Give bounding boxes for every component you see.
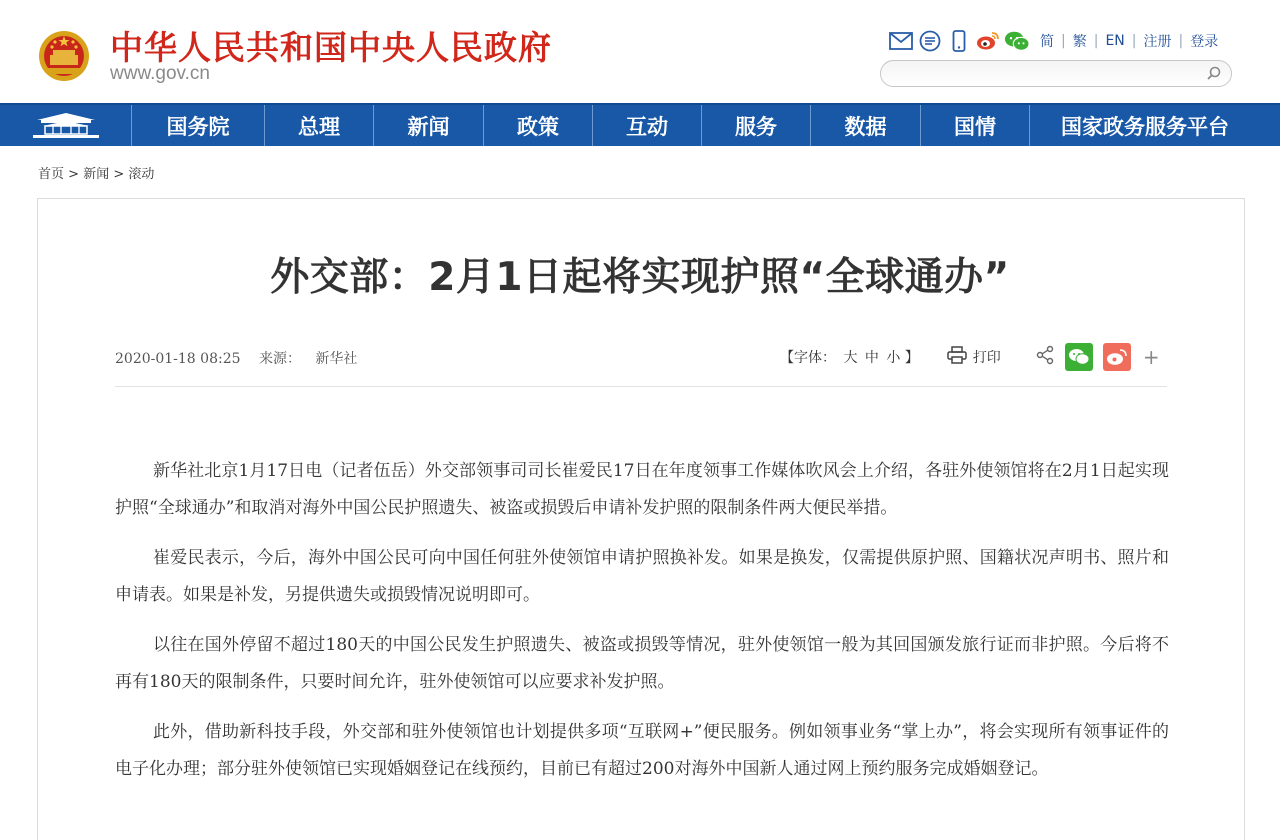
- national-emblem-logo[interactable]: [38, 28, 90, 84]
- site-url[interactable]: www.gov.cn: [110, 63, 210, 84]
- nav-item-service-platform[interactable]: 国家政务服务平台: [1061, 114, 1229, 139]
- article-paragraph: 崔爱民表示，今后，海外中国公民可向中国任何驻外使领馆申请护照换补发。如果是换发，仅需提供原护照、国籍状况声明书、照片和申请表。如果是补发，另提供遗失或损毁情况说明即可。: [115, 548, 1169, 605]
- font-size-label: 【字体：: [780, 350, 836, 366]
- article-title: 外交部：2月1日起将实现护照“全球通办”: [270, 255, 1010, 300]
- article-body: [115, 453, 1169, 801]
- nav-item-services[interactable]: 服务: [702, 105, 811, 146]
- share-wechat-button[interactable]: [1065, 343, 1093, 371]
- site-title[interactable]: 中华人民共和国中央人民政府: [110, 28, 552, 67]
- top-toolbar: [888, 28, 1225, 54]
- breadcrumb: [38, 163, 154, 182]
- article-paragraph: 以往在国外停留不超过180天的中国公民发生护照遗失、被盗或损毁等情况，驻外使领馆一般为其回国颁发旅行证而非护照。今后将不再有180天的限制条件，只要时间允许，驻外使领馆可以应要求补发护照。: [115, 635, 1169, 692]
- printer-icon: [947, 346, 967, 368]
- font-size-control: [780, 347, 919, 367]
- article-meta: [115, 348, 357, 368]
- article-tools: [780, 343, 1160, 371]
- breadcrumb-separator: >: [68, 167, 80, 182]
- more-share-button[interactable]: +: [1142, 345, 1160, 369]
- weibo-icon[interactable]: [975, 29, 1001, 53]
- breadcrumb-rolling[interactable]: 滚动: [128, 167, 155, 182]
- nav-item-national-info[interactable]: 国情: [921, 105, 1030, 146]
- separator: |: [1093, 33, 1099, 49]
- share-group: [1035, 343, 1160, 371]
- mobile-icon[interactable]: [946, 29, 972, 53]
- share-icon[interactable]: [1035, 345, 1055, 369]
- nav-item-state-council[interactable]: 国务院: [132, 105, 265, 146]
- source-label: 来源：: [258, 351, 301, 367]
- font-size-close: 】: [904, 350, 919, 366]
- message-icon[interactable]: [917, 29, 943, 53]
- main-nav: [0, 103, 1280, 146]
- breadcrumb-news[interactable]: 新闻: [83, 167, 110, 182]
- source-name: 新华社: [315, 351, 358, 367]
- wechat-icon[interactable]: [1004, 29, 1030, 53]
- nav-item-policy[interactable]: 政策: [484, 105, 593, 146]
- link-register[interactable]: 注册: [1143, 34, 1172, 50]
- link-english[interactable]: EN: [1105, 33, 1125, 49]
- mail-icon[interactable]: [888, 29, 914, 53]
- separator: |: [1131, 33, 1137, 49]
- article-paragraph: 新华社北京1月17日电（记者伍岳）外交部领事司司长崔爱民17日在年度领事工作媒体吹风会上介绍，各驻外使领馆将在2月1日起实现护照“全球通办”和取消对海外中国公民护照遗失、被盗或损毁后申请补发护照的限制条件两大便民举措。: [115, 461, 1169, 518]
- share-weibo-button[interactable]: [1103, 343, 1131, 371]
- font-size-medium[interactable]: 中: [864, 350, 879, 366]
- font-size-small[interactable]: 小: [886, 350, 901, 366]
- print-label: 打印: [972, 350, 1001, 366]
- search-input[interactable]: [895, 64, 1195, 84]
- nav-home-icon[interactable]: [0, 105, 132, 146]
- nav-item-news[interactable]: 新闻: [374, 105, 484, 146]
- separator: |: [1178, 33, 1184, 49]
- breadcrumb-home[interactable]: 首页: [38, 167, 65, 182]
- site-header: [0, 0, 1280, 103]
- search-icon[interactable]: [1205, 65, 1223, 83]
- link-simplified[interactable]: 简: [1040, 34, 1054, 50]
- meta-divider: [115, 386, 1167, 387]
- print-button[interactable]: [947, 346, 1001, 368]
- font-size-large[interactable]: 大: [843, 350, 858, 366]
- link-login[interactable]: 登录: [1190, 34, 1219, 50]
- link-traditional[interactable]: 繁: [1072, 34, 1087, 50]
- article-paragraph: 此外，借助新科技手段，外交部和驻外使领馆也计划提供多项“互联网+”便民服务。例如领事业务“掌上办”，将会实现所有领事证件的电子化办理；部分驻外使领馆已实现婚姻登记在线预约，目前已有超过200对海外中国新人通过网上预约服务完成婚姻登记。: [115, 722, 1169, 779]
- separator: |: [1061, 33, 1066, 49]
- publish-date: 2020-01-18 08:25: [115, 351, 241, 367]
- nav-item-interaction[interactable]: 互动: [593, 105, 702, 146]
- nav-item-data[interactable]: 数据: [811, 105, 921, 146]
- nav-item-premier[interactable]: 总理: [265, 105, 374, 146]
- breadcrumb-separator: >: [113, 167, 125, 182]
- search-box: [880, 60, 1232, 87]
